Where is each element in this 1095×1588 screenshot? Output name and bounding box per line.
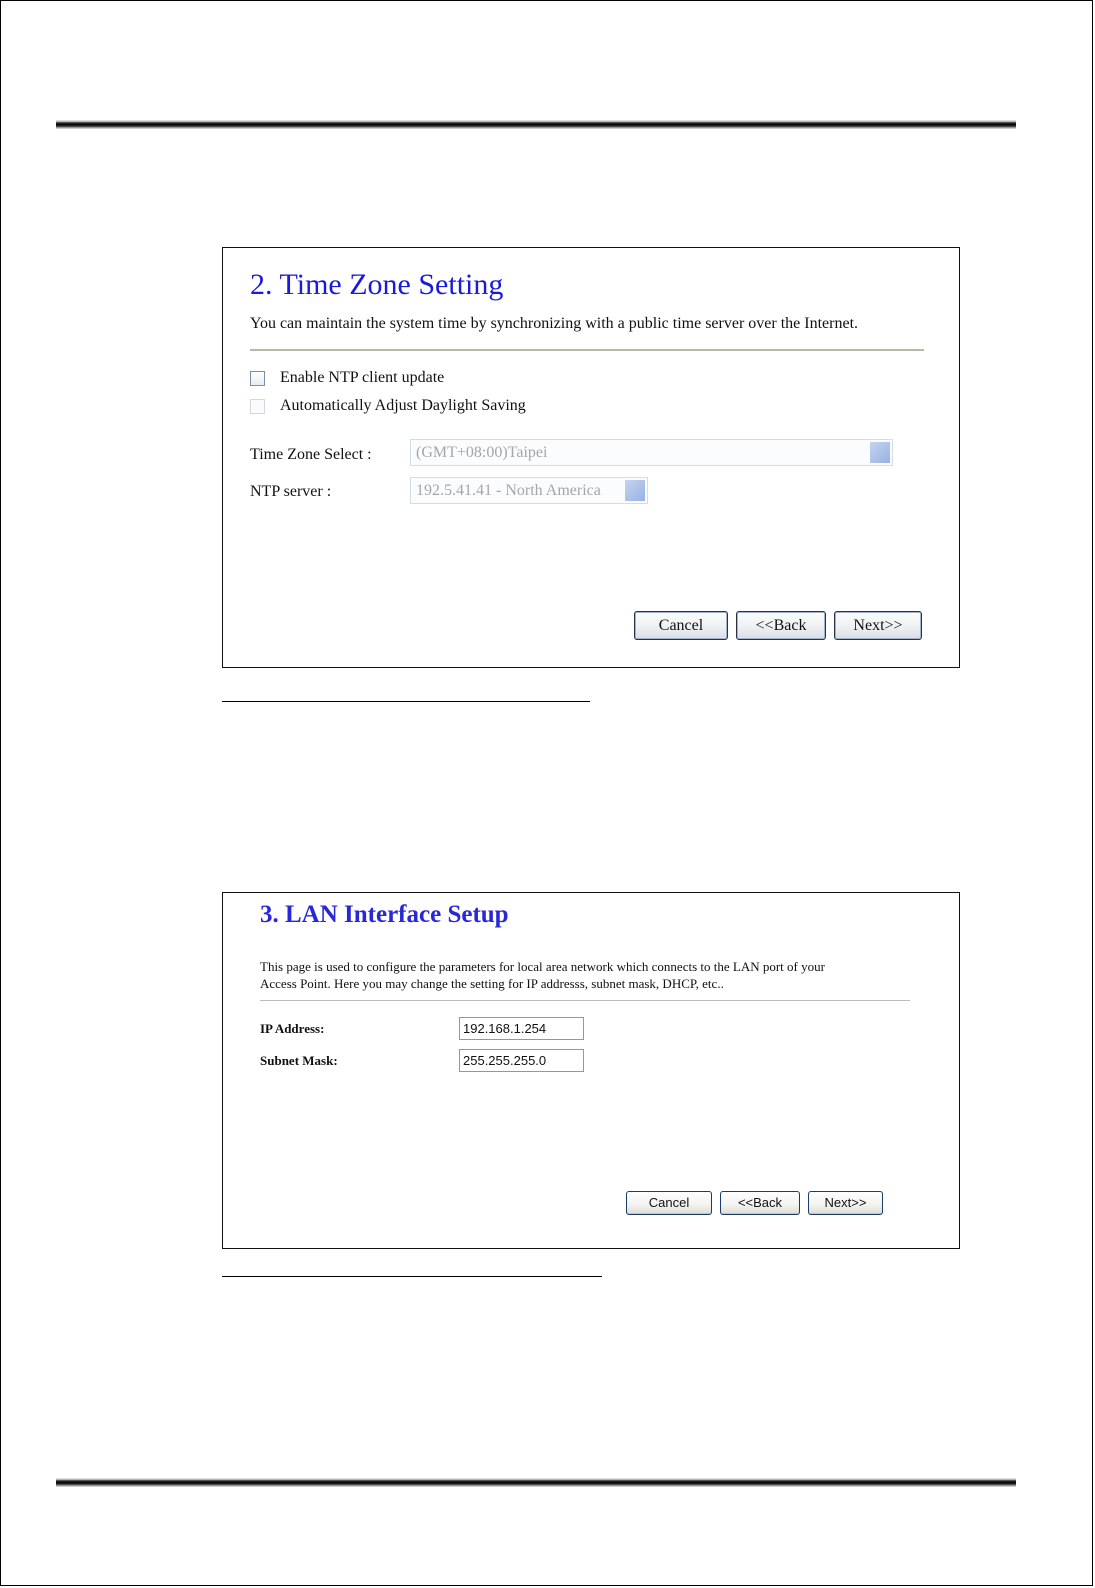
next-button[interactable]: Next>> (834, 611, 922, 640)
caption-rule (222, 1276, 602, 1277)
caption-rule (222, 701, 590, 702)
divider (260, 1000, 910, 1001)
ip-address-input[interactable]: 192.168.1.254 (459, 1017, 584, 1040)
subnet-mask-label: Subnet Mask: (260, 1053, 338, 1068)
ntp-client-label: Enable NTP client update (280, 369, 445, 386)
chevron-down-icon (870, 442, 890, 463)
ip-address-label: IP Address: (260, 1021, 325, 1036)
ntp-server-select-value: 192.5.41.41 - North America (416, 482, 601, 499)
time-zone-select-value: (GMT+08:00)Taipei (416, 444, 548, 461)
ntp-client-checkbox[interactable] (250, 371, 265, 386)
time-zone-description: You can maintain the system time by synchronizing with a public time server over the Internet. (250, 315, 859, 332)
cancel-button[interactable]: Cancel (626, 1191, 712, 1215)
time-zone-select[interactable] (410, 439, 893, 466)
lan-description-line-1: This page is used to configure the parameters for local area network which connects to the LAN port of your (260, 959, 825, 974)
daylight-saving-label: Automatically Adjust Daylight Saving (280, 397, 526, 414)
divider (250, 349, 924, 351)
lan-interface-setup-panel (222, 892, 960, 1249)
lan-description (260, 958, 940, 992)
next-button[interactable]: Next>> (808, 1191, 883, 1215)
daylight-saving-row (250, 397, 526, 415)
cancel-button[interactable]: Cancel (634, 611, 728, 640)
time-zone-setting-panel (222, 247, 960, 668)
chevron-down-icon (625, 480, 645, 501)
ntp-client-row (250, 369, 444, 387)
time-zone-select-label: Time Zone Select : (250, 446, 372, 463)
header-rule (56, 120, 1016, 129)
ntp-server-select[interactable] (410, 477, 648, 504)
daylight-saving-checkbox[interactable] (250, 399, 265, 414)
subnet-mask-input[interactable]: 255.255.255.0 (459, 1049, 584, 1072)
back-button[interactable]: <<Back (736, 611, 826, 640)
ntp-server-label: NTP server : (250, 483, 332, 500)
back-button[interactable]: <<Back (720, 1191, 800, 1215)
lan-title: 3. LAN Interface Setup (260, 901, 509, 928)
time-zone-title: 2. Time Zone Setting (250, 268, 504, 301)
footer-rule (56, 1478, 1016, 1487)
lan-description-line-2: Access Point. Here you may change the setting for IP addresss, subnet mask, DHCP, etc.. (260, 976, 724, 991)
